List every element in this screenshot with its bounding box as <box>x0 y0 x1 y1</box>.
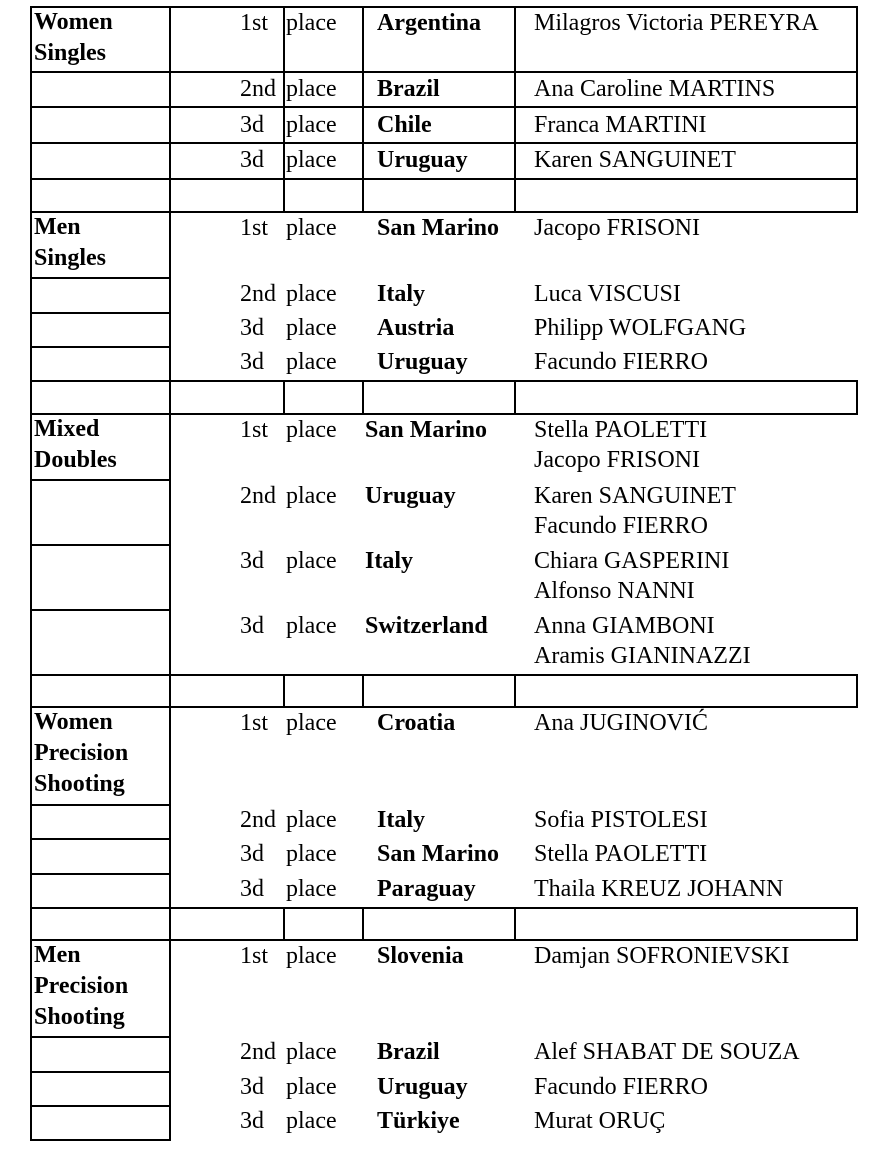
category-right-border <box>169 211 171 382</box>
place-label: place <box>286 349 337 375</box>
separator-col-rule <box>169 380 171 413</box>
rank-label: 2nd <box>240 281 276 307</box>
separator-col-rule <box>856 380 858 413</box>
category-left-border <box>30 706 32 909</box>
athlete-name: Luca VISCUSI <box>534 281 681 307</box>
country-name: Chile <box>377 112 432 138</box>
place-label: place <box>286 1074 337 1100</box>
place-label: place <box>286 613 337 639</box>
rank-label: 1st <box>240 710 269 736</box>
rank-label: 1st <box>240 943 269 969</box>
rank-label: 2nd <box>240 807 276 833</box>
athlete-name: Karen SANGUINET <box>534 147 736 173</box>
separator-col-rule <box>514 907 516 939</box>
rank-label: 3d <box>240 876 264 902</box>
category-left-border <box>30 211 32 382</box>
country-name: Türkiye <box>377 1108 460 1134</box>
country-name: Austria <box>377 315 455 341</box>
category-cell-rule <box>30 1139 169 1141</box>
place-label: place <box>286 10 337 36</box>
rank-label: 3d <box>240 1108 264 1134</box>
country-name: Slovenia <box>377 943 464 969</box>
country-name: Uruguay <box>377 1074 468 1100</box>
rank-label: 3d <box>240 1074 264 1100</box>
place-label: place <box>286 147 337 173</box>
category-left-border <box>30 939 32 1141</box>
separator-col-rule <box>169 674 171 706</box>
place-label: place <box>286 807 337 833</box>
athlete-name: Anna GIAMBONI Aramis GIANINAZZI <box>534 613 751 669</box>
separator-col-rule <box>30 674 32 706</box>
category-cell-rule <box>30 71 169 73</box>
separator-col-rule <box>283 674 285 706</box>
rank-label: 3d <box>240 315 264 341</box>
separator-rule <box>30 380 858 382</box>
rank-label: 3d <box>240 548 264 574</box>
separator-col-rule <box>30 907 32 939</box>
separator-col-rule <box>856 674 858 706</box>
place-label: place <box>286 281 337 307</box>
athlete-name: Philipp WOLFGANG <box>534 315 747 341</box>
separator-col-rule <box>362 674 364 706</box>
category-label: Mixed Doubles <box>34 416 117 473</box>
rank-label: 1st <box>240 215 269 241</box>
place-label: place <box>286 76 337 102</box>
athlete-name: Jacopo FRISONI <box>534 215 700 241</box>
category-label: Women Singles <box>34 9 113 66</box>
row-rule <box>169 106 856 108</box>
athlete-name: Thaila KREUZ JOHANN <box>534 876 784 902</box>
separator-rule <box>30 907 858 909</box>
separator-col-rule <box>169 907 171 939</box>
place-label: place <box>286 943 337 969</box>
category-label: Men Singles <box>34 214 107 271</box>
rank-label: 2nd <box>240 483 276 509</box>
place-label: place <box>286 215 337 241</box>
rank-label: 3d <box>240 841 264 867</box>
row-rule <box>169 142 856 144</box>
athlete-name: Stella PAOLETTI <box>534 841 708 867</box>
separator-col-rule <box>283 178 285 211</box>
category-left-border <box>30 6 32 180</box>
place-label: place <box>286 548 337 574</box>
athlete-name: Franca MARTINI <box>534 112 707 138</box>
country-name: Brazil <box>377 76 440 102</box>
separator-col-rule <box>514 380 516 413</box>
category-right-border <box>169 939 171 1141</box>
category-cell-rule <box>30 277 169 279</box>
rank-label: 1st <box>240 10 269 36</box>
category-cell-rule <box>30 1105 169 1107</box>
category-cell-rule <box>30 1071 169 1073</box>
place-label: place <box>286 1108 337 1134</box>
category-cell-rule <box>30 312 169 314</box>
place-label: place <box>286 483 337 509</box>
country-name: San Marino <box>377 841 500 867</box>
separator-rule <box>30 674 858 676</box>
place-label: place <box>286 315 337 341</box>
separator-col-rule <box>514 178 516 211</box>
athlete-name: Chiara GASPERINI Alfonso NANNI <box>534 548 730 604</box>
country-name: San Marino <box>365 417 488 443</box>
athlete-name: Alef SHABAT DE SOUZA <box>534 1039 800 1065</box>
separator-col-rule <box>30 178 32 211</box>
country-name: Uruguay <box>377 349 468 375</box>
category-cell-rule <box>30 346 169 348</box>
rank-label: 2nd <box>240 1039 276 1065</box>
country-name: Argentina <box>377 10 481 36</box>
separator-col-rule <box>283 380 285 413</box>
place-label: place <box>286 710 337 736</box>
place-label: place <box>286 1039 337 1065</box>
place-label: place <box>286 112 337 138</box>
col-rule <box>283 6 285 178</box>
rank-label: 3d <box>240 349 264 375</box>
rank-label: 3d <box>240 147 264 173</box>
country-name: Croatia <box>377 710 456 736</box>
separator-col-rule <box>856 178 858 211</box>
place-label: place <box>286 417 337 443</box>
athlete-name: Damjan SOFRONIEVSKI <box>534 943 790 969</box>
category-cell-rule <box>30 838 169 840</box>
athlete-name: Ana Caroline MARTINS <box>534 76 776 102</box>
category-cell-rule <box>30 479 169 481</box>
category-cell-rule <box>30 106 169 108</box>
separator-col-rule <box>362 380 364 413</box>
category-right-border <box>169 6 171 180</box>
country-name: Brazil <box>377 1039 440 1065</box>
separator-col-rule <box>362 907 364 939</box>
rank-label: 1st <box>240 417 269 443</box>
category-label: Men Precision Shooting <box>34 942 129 1030</box>
category-label: Women Precision Shooting <box>34 709 129 797</box>
place-label: place <box>286 841 337 867</box>
country-name: Paraguay <box>377 876 476 902</box>
athlete-name: Milagros Victoria PEREYRA <box>534 10 819 36</box>
country-name: Uruguay <box>365 483 456 509</box>
category-cell-rule <box>30 544 169 546</box>
category-right-border <box>169 413 171 676</box>
rank-label: 3d <box>240 613 264 639</box>
table-right-border <box>856 6 858 180</box>
category-cell-rule <box>30 1036 169 1038</box>
category-right-border <box>169 706 171 909</box>
athlete-name: Karen SANGUINET Facundo FIERRO <box>534 483 736 539</box>
country-name: Italy <box>377 281 425 307</box>
separator-col-rule <box>169 178 171 211</box>
separator-col-rule <box>362 178 364 211</box>
rank-label: 3d <box>240 112 264 138</box>
category-cell-rule <box>30 873 169 875</box>
separator-col-rule <box>30 380 32 413</box>
category-cell-rule <box>30 609 169 611</box>
row-rule <box>169 71 856 73</box>
athlete-name: Facundo FIERRO <box>534 1074 708 1100</box>
separator-rule <box>30 178 858 180</box>
country-name: San Marino <box>377 215 500 241</box>
separator-col-rule <box>283 907 285 939</box>
col-rule <box>514 6 516 180</box>
rank-label: 2nd <box>240 76 276 102</box>
country-name: Italy <box>377 807 425 833</box>
country-name: Switzerland <box>365 613 488 639</box>
athlete-name: Sofia PISTOLESI <box>534 807 708 833</box>
category-cell-rule <box>30 142 169 144</box>
athlete-name: Ana JUGINOVIĆ <box>534 710 708 736</box>
athlete-name: Murat ORUÇ <box>534 1108 666 1134</box>
country-name: Italy <box>365 548 413 574</box>
athlete-name: Stella PAOLETTI Jacopo FRISONI <box>534 417 708 473</box>
athlete-name: Facundo FIERRO <box>534 349 708 375</box>
place-label: place <box>286 876 337 902</box>
category-cell-rule <box>30 804 169 806</box>
col-rule <box>362 6 364 180</box>
separator-col-rule <box>514 674 516 706</box>
country-name: Uruguay <box>377 147 468 173</box>
separator-col-rule <box>856 907 858 939</box>
